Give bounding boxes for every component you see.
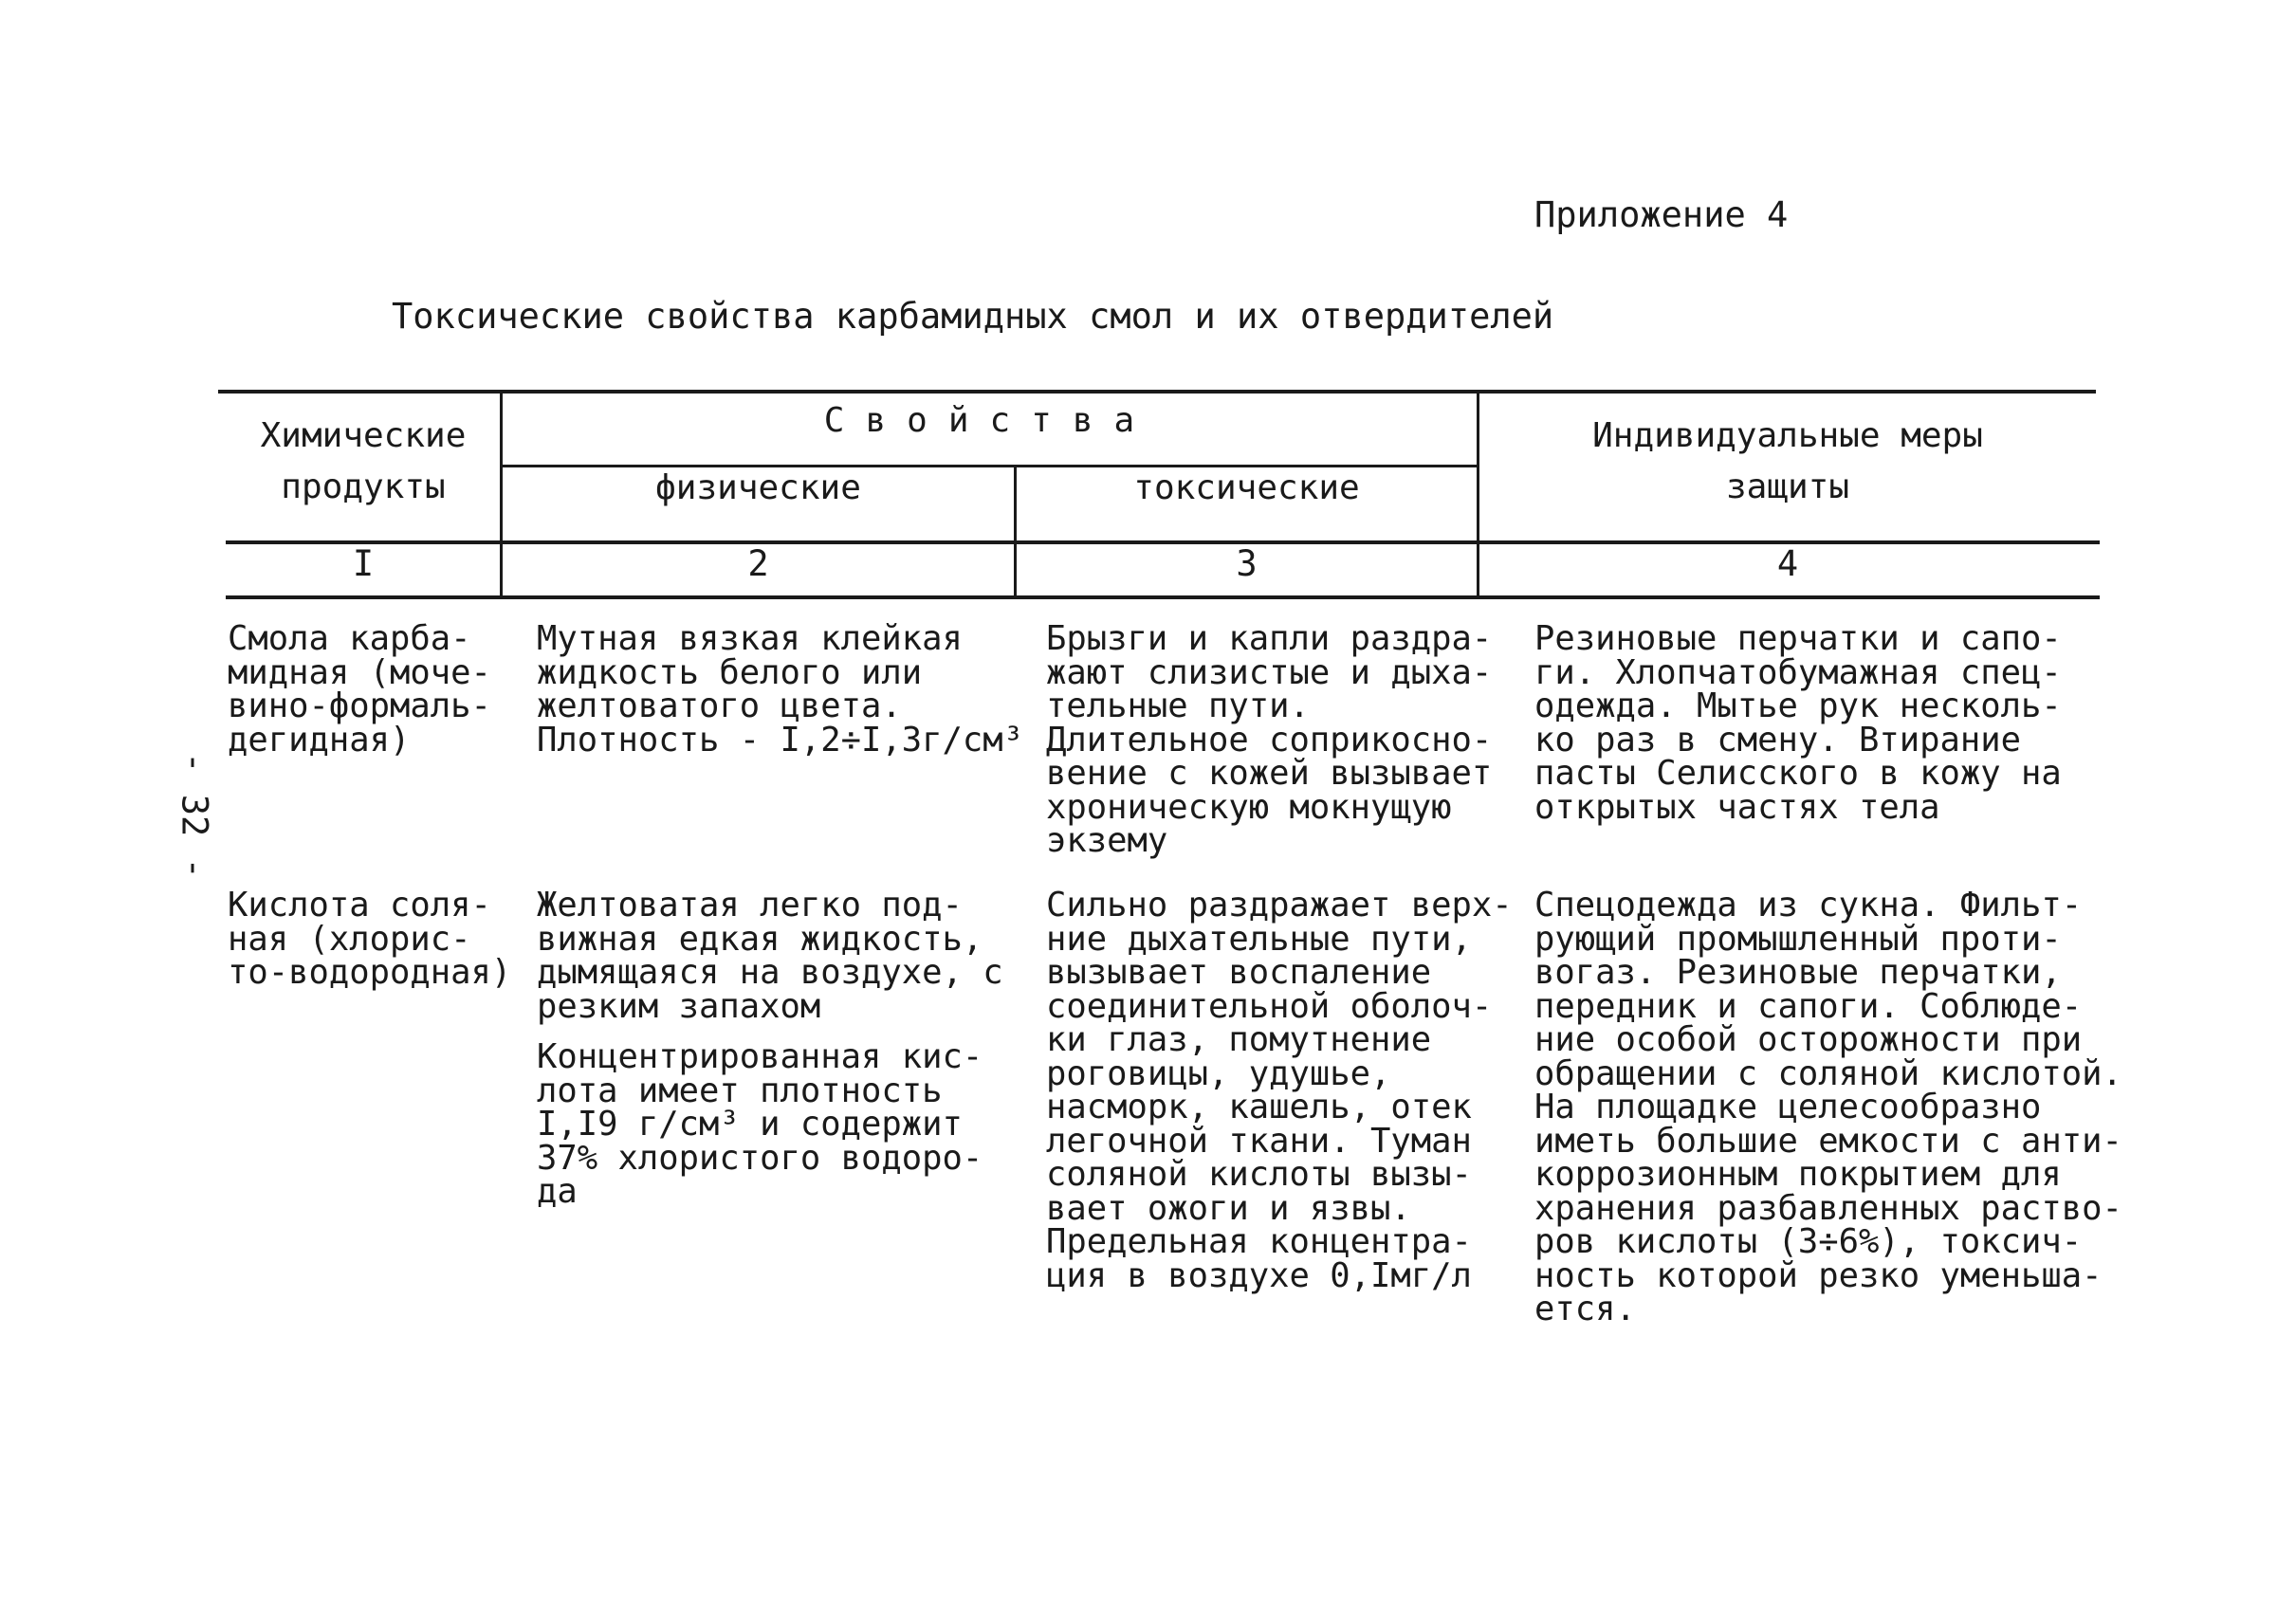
row1-toxic-line: хроническую мокнущую bbox=[1046, 787, 1452, 827]
row2-protection-line: иметь большие емкости с анти- bbox=[1534, 1121, 2122, 1161]
header-protection-line2: защиты bbox=[1725, 467, 1850, 506]
numbers-bottom-rule bbox=[226, 595, 2100, 599]
row2-protection-line: Спецодежда из сукна. Фильт- bbox=[1534, 886, 2083, 924]
column-number-2: 2 bbox=[747, 543, 769, 584]
row1-physical bbox=[537, 619, 1023, 760]
row1-toxic-line: экзему bbox=[1046, 821, 1168, 860]
row2-physical-extra-line: лота имеет плотность bbox=[537, 1071, 943, 1110]
row2-toxic-line: ние дыхательные пути, bbox=[1046, 919, 1472, 959]
row1-product-line: Смола карба- bbox=[228, 619, 471, 658]
row2-toxic bbox=[1046, 886, 1513, 1295]
row2-physical-line: Желтоватая легко под- bbox=[537, 886, 963, 924]
row1-protection-line: Резиновые перчатки и сапо- bbox=[1534, 619, 2062, 658]
row2-toxic-line: ки глаз, помутнение bbox=[1046, 1020, 1432, 1059]
row2-protection-line: ние особой осторожности при bbox=[1534, 1020, 2083, 1059]
row2-product-line: то-водородная) bbox=[228, 953, 512, 992]
row2-protection-line: ность которой резко уменьша- bbox=[1534, 1255, 2103, 1295]
row2-protection-line: передник и сапоги. Соблюде- bbox=[1534, 986, 2083, 1026]
row2-protection bbox=[1534, 888, 2122, 1327]
header-protection bbox=[1479, 411, 2096, 513]
row2-physical-line: резким запахом bbox=[537, 986, 821, 1026]
row2-physical-extra-line: да bbox=[537, 1172, 578, 1211]
row2-toxic-line: вает ожоги и язвы. bbox=[1046, 1188, 1411, 1228]
row1-toxic-line: тельные пути. bbox=[1046, 687, 1310, 725]
header-products bbox=[226, 411, 501, 513]
row1-protection bbox=[1534, 619, 2062, 827]
row1-toxic-line: жают слизистые и дыха- bbox=[1046, 652, 1493, 692]
row2-toxic-line: роговицы, удушье, bbox=[1046, 1053, 1391, 1093]
header-properties: Свойства bbox=[823, 401, 1156, 440]
row2-physical-line: дымящаяся на воздухе, с bbox=[537, 953, 1003, 992]
header-products-line2: продукты bbox=[281, 467, 446, 506]
row2-physical-extra-line: 37% хлористого водоро- bbox=[537, 1138, 983, 1178]
row2-protection-line: хранения разбавленных раство- bbox=[1534, 1188, 2122, 1228]
row1-product-line: мидная (моче- bbox=[228, 652, 491, 692]
row1-physical-line: Мутная вязкая клейкая bbox=[537, 619, 963, 658]
row1-protection-line: ко раз в смену. Втирание bbox=[1534, 720, 2021, 760]
row1-toxic-line: вение с кожей вызывает bbox=[1046, 754, 1493, 793]
row2-physical-line: вижная едкая жидкость, bbox=[537, 919, 983, 959]
row2-protection-line: рующий промышленный проти- bbox=[1534, 919, 2062, 959]
row2-toxic-line: насморк, кашель, отек bbox=[1046, 1088, 1472, 1126]
header-physical: физические bbox=[655, 468, 861, 507]
header-products-line1: Химические bbox=[260, 416, 467, 455]
row2-toxic-line: легочной ткани. Туман bbox=[1046, 1121, 1472, 1161]
row1-physical-line: желтоватого цвета. bbox=[537, 687, 902, 725]
row2-physical bbox=[537, 888, 1003, 1209]
row2-protection-line: коррозионным покрытием для bbox=[1534, 1155, 2062, 1194]
row1-protection-line: ги. Хлопчатобумажная спец- bbox=[1534, 652, 2062, 692]
side-page-number: - 32 - bbox=[174, 752, 215, 879]
row2-protection-line: ется. bbox=[1534, 1290, 1636, 1328]
row2-toxic-line: соляной кислоты вызы- bbox=[1046, 1155, 1472, 1194]
row2-toxic-line: ция в воздухе 0,Iмг/л bbox=[1046, 1255, 1472, 1295]
row2-product-line: Кислота соля- bbox=[228, 886, 491, 924]
row2-toxic-line: Сильно раздражает верх- bbox=[1046, 886, 1513, 924]
column-number-1: I bbox=[352, 543, 375, 584]
row1-physical-line: жидкость белого или bbox=[537, 652, 923, 692]
row1-protection-line: открытых частях тела bbox=[1534, 787, 1940, 827]
row1-toxic bbox=[1046, 619, 1493, 860]
header-protection-line1: Индивидуальные меры bbox=[1592, 416, 1983, 455]
row1-product-line: дегидная) bbox=[228, 720, 411, 760]
row2-physical-extra-line: Концентрированная кис- bbox=[537, 1037, 983, 1076]
row2-protection-line: ров кислоты (3÷6%), токсич- bbox=[1534, 1222, 2083, 1261]
row2-toxic-line: вызывает воспаление bbox=[1046, 953, 1432, 992]
row2-toxic-line: Предельная концентра- bbox=[1046, 1222, 1472, 1261]
row2-product-line: ная (хлорис- bbox=[228, 919, 471, 959]
appendix-label: Приложение 4 bbox=[1534, 194, 1789, 235]
row2-product bbox=[228, 888, 511, 990]
column-number-4: 4 bbox=[1776, 543, 1799, 584]
row1-toxic-line: Брызги и капли раздра- bbox=[1046, 619, 1493, 658]
row1-protection-line: пасты Селисского в кожу на bbox=[1534, 754, 2062, 793]
row1-product bbox=[228, 619, 491, 760]
row2-protection-line: обращении с соляной кислотой. bbox=[1534, 1053, 2122, 1093]
page-title: Токсические свойства карбамидных смол и их отвердителей bbox=[392, 296, 1554, 337]
header-toxic: токсические bbox=[1133, 468, 1360, 507]
row1-toxic-line: Длительное соприкосно- bbox=[1046, 720, 1493, 760]
row2-physical-extra-line: I,I9 г/см³ и содержит bbox=[537, 1105, 963, 1144]
row2-protection-line: На площадке целесообразно bbox=[1534, 1088, 2042, 1126]
row1-product-line: вино-формаль- bbox=[228, 687, 491, 725]
row2-toxic-line: соединительной оболоч- bbox=[1046, 986, 1493, 1026]
row1-protection-line: одежда. Мытье рук несколь- bbox=[1534, 687, 2062, 725]
row1-physical-line: Плотность - I,2÷I,3г/см³ bbox=[537, 720, 1023, 760]
row2-protection-line: вогаз. Резиновые перчатки, bbox=[1534, 953, 2062, 992]
column-number-3: 3 bbox=[1236, 543, 1258, 584]
